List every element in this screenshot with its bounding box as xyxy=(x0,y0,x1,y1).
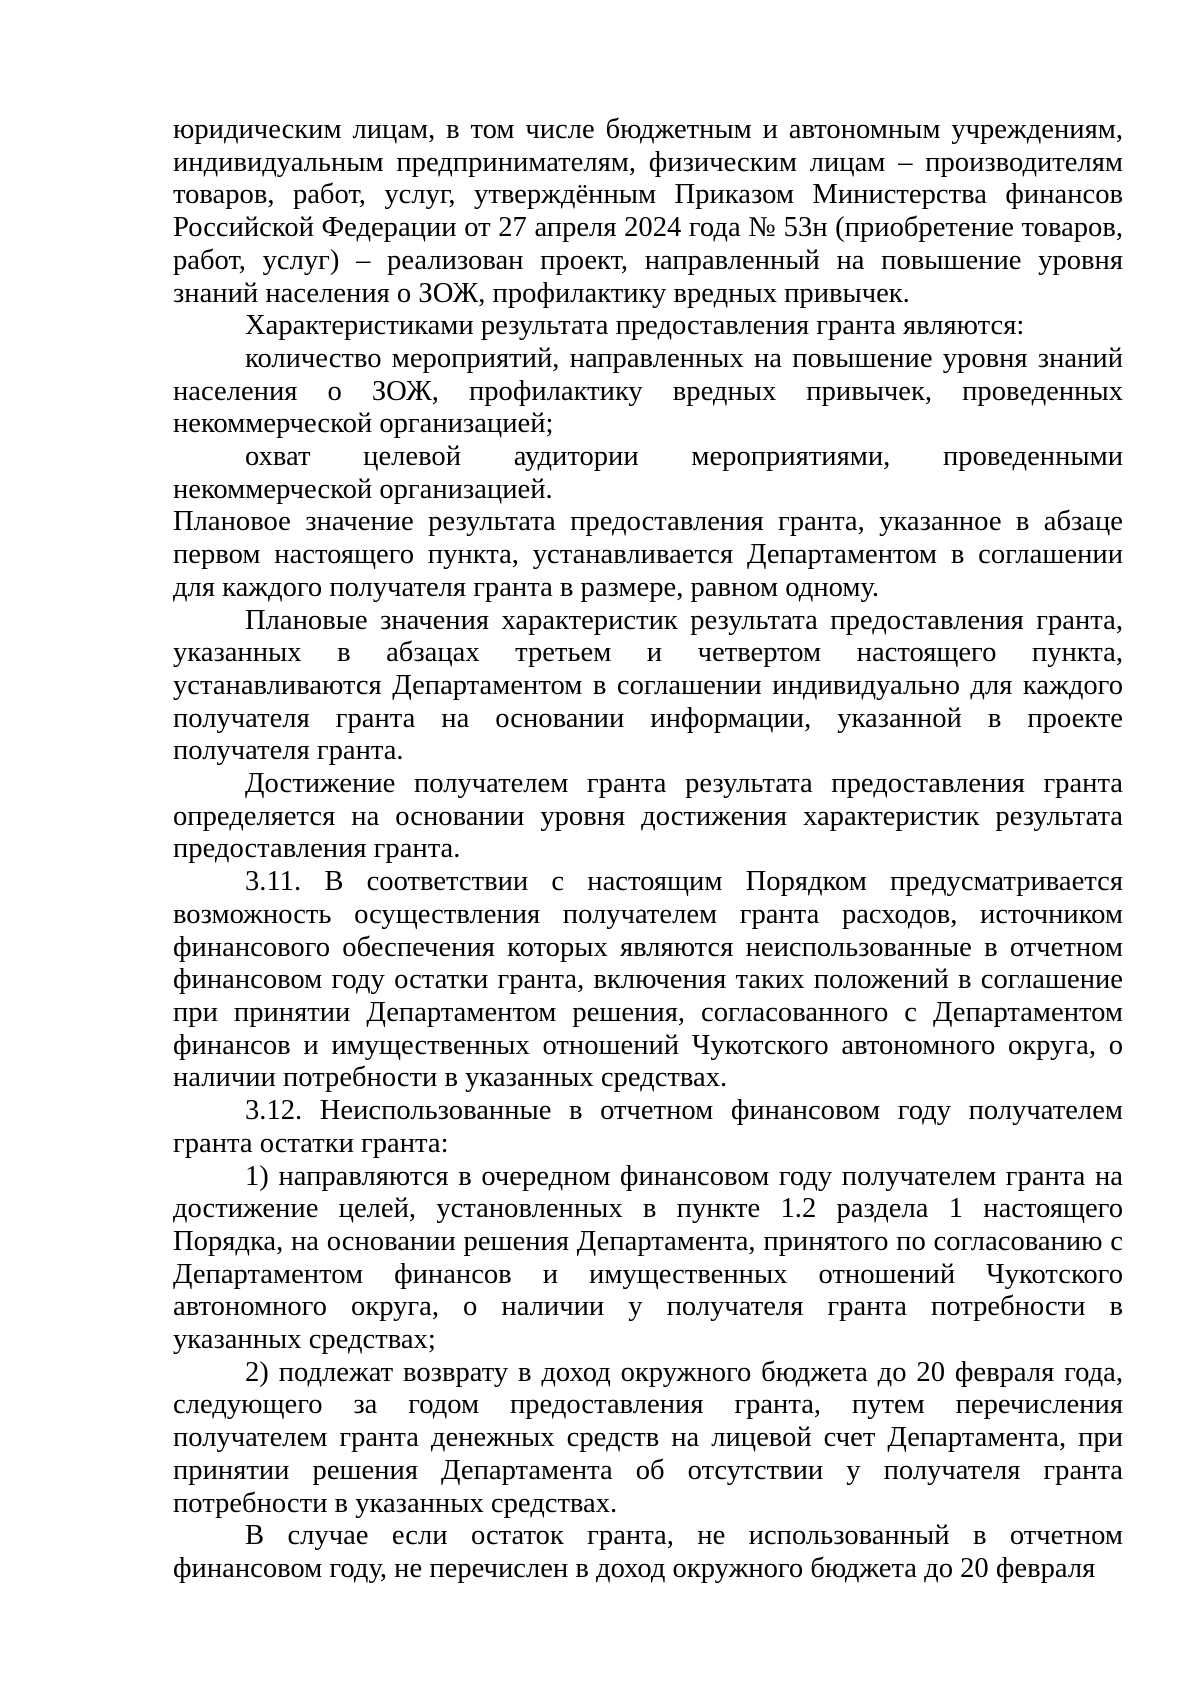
paragraph-3-12: 3.12. Неиспользованные в отчетном финансовом году получателем гранта остатки гранта: xyxy=(173,1095,1123,1159)
paragraph-item-2: 2) подлежат возврату в доход окружного бюджета до 20 февраля года, следующего за годом предоставления гранта, путем перечисления получателем гранта денежных средств на лицевой счет Департамента, при принятии решения Департамента об отсутствии у получателя гранта потребности в указанных средствах. xyxy=(173,1356,1123,1519)
paragraph-planned-characteristics: Плановые значения характеристик результата предоставления гранта, указанных в абзацах третьем и четвертом настоящего пункта, устанавливаются Департаментом в соглашении индивидуально для каждого получателя гранта на основании информации, указанной в проекте получателя гранта. xyxy=(173,604,1123,767)
paragraph-item-1: 1) направляются в очередном финансовом году получателем гранта на достижение целей, установленных в пункте 1.2 раздела 1 настоящего Порядка, на основании решения Департамента, принятого по согласованию с Департаментом финансов и имущественных отношений Чукотского автономного округа, о наличии у получателя гранта потребности в указанных средствах; xyxy=(173,1160,1123,1356)
paragraph-continuation: юридическим лицам, в том числе бюджетным и автономным учреждениям, индивидуальным предпринимателям, физическим лицам – производителям товаров, работ, услуг, утверждённым Приказом Министерства финансов Российской Федерации от 27 апреля 2024 года № 53н (приобретение товаров, работ, услуг) – реализован проект, направленный на повышение уровня знаний населения о ЗОЖ, профилактику вредных привычек. xyxy=(173,114,1123,309)
document-page xyxy=(173,114,1123,1586)
paragraph-3-11: 3.11. В соответствии с настоящим Порядком предусматривается возможность осуществления получателем гранта расходов, источником финансового обеспечения которых являются неиспользованные в отчетном финансовом году остатки гранта, включения таких положений в соглашение при принятии Департаментом решения, согласованного с Департаментом финансов и имущественных отношений Чукотского автономного округа, о наличии потребности в указанных средствах. xyxy=(173,866,1123,1094)
paragraph-achievement: Достижение получателем гранта результата предоставления гранта определяется на основании уровня достижения характеристик результата предоставления гранта. xyxy=(173,768,1123,865)
paragraph-planned-value: Плановое значение результата предоставления гранта, указанное в абзаце первом настоящего пункта, устанавливается Департаментом в соглашении для каждого получателя гранта в размере, равном одному. xyxy=(173,506,1123,603)
paragraph-unreturned-balance: В случае если остаток гранта, не использованный в отчетном финансовом году, не перечислен в доход окружного бюджета до 20 февраля xyxy=(173,1520,1123,1584)
paragraph-audience-coverage: охват целевой аудитории мероприятиями, проведенными некоммерческой организацией. xyxy=(173,441,1123,505)
paragraph-events-count: количество мероприятий, направленных на повышение уровня знаний населения о ЗОЖ, профилактику вредных привычек, проведенных некоммерческой организацией; xyxy=(173,342,1123,440)
paragraph-characteristics-intro: Характеристиками результата предоставления гранта являются: xyxy=(245,310,1025,342)
